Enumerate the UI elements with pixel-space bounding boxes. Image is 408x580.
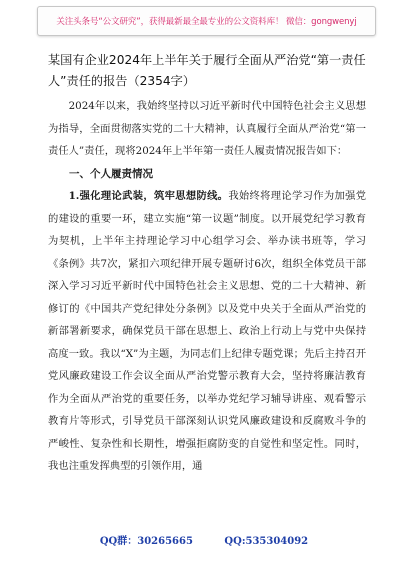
document-body bbox=[48, 50, 366, 478]
document-title: 某国有企业2024年上半年关于履行全面从严治党“第一责任人”责任的报告（2354字） bbox=[48, 53, 366, 88]
item-paragraph bbox=[48, 185, 366, 478]
item-lead: 1.强化理论武装，筑牢思想防线。 bbox=[68, 190, 229, 202]
qq-group: QQ群：30265665 bbox=[99, 536, 193, 547]
section-heading: 一、个人履责情况 bbox=[69, 167, 153, 180]
item-body: 我始终将理论学习作为加强党的建设的重要一环，建立实施“第一议题”制度。以开展党纪学习教育为契机，上半年主持理论学习中心组学习会、举办读书班等，学习《条例》共7次，紧扣六项纪律开展专题研讨6次，组织全体党员干部深入学习习近平新时代中国特色社会主义思想、党的二十大精神、新修订的《中国共产党纪律处分条例》以及党中央关于全面从严治党的新部署新要求，确保党员干部在思想上、政治上行动上与党中央保持高度一致。我以“X”为主题，为同志们上纪律专题党课；先后主持召开党风廉政建设工作会议全面从严治党警示教育大会，坚持将廉洁教育作为全面从严治党的重要任务，以举办党纪学习辅导讲座、观看警示教育片等形式，引导党员干部深刻认识党风廉政建设和反腐败斗争的严峻性、复杂性和长期性，增强拒腐防变的自觉性和坚定性。同时，我也注重发挥典型的引领作用，通 bbox=[48, 190, 367, 472]
qq-number: QQ:535304092 bbox=[224, 536, 309, 547]
intro-paragraph: 2024年以来，我始终坚持以习近平新时代中国特色社会主义思想为指导，全面贯彻落实党的二十大精神，认真履行全面从严治党“第一责任人”责任，现将2024年上半年第一责任人履责情况报告如下： bbox=[48, 100, 366, 157]
header-banner bbox=[37, 6, 376, 36]
banner-text: 关注头条号“公文研究”，获得最新最全最专业的公文资料库！ 微信：gongwenyj bbox=[56, 17, 357, 27]
footer-contacts bbox=[0, 532, 408, 547]
